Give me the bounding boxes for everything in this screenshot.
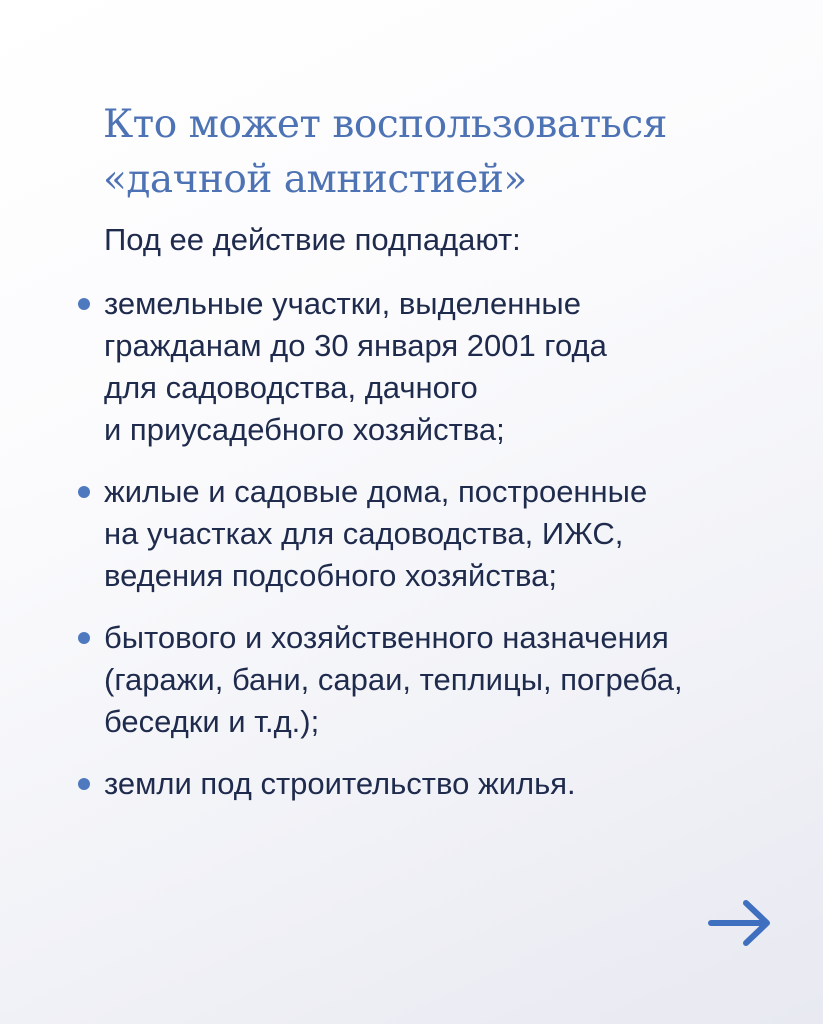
- bullet-icon: [78, 632, 90, 644]
- list-item-line: земельные участки, выделенные: [104, 286, 581, 321]
- list-item-line: для садоводства, дачного: [104, 370, 478, 405]
- title-line: «дачной амнистией»: [103, 157, 527, 202]
- list-item-line: жилые и садовые дома, построенные: [104, 474, 648, 509]
- list-item-line: земли под строительство жилья.: [104, 766, 576, 801]
- slide-title: [103, 97, 793, 207]
- list-item-line: ведения подсобного хозяйства;: [104, 558, 557, 593]
- list-item-line: и приусадебного хозяйства;: [104, 412, 505, 447]
- list-item: [0, 763, 823, 805]
- bullet-icon: [78, 486, 90, 498]
- list-item-line: беседки и т.д.);: [104, 704, 320, 739]
- list-item: [0, 283, 823, 451]
- bullet-icon: [78, 298, 90, 310]
- list-item-line: бытового и хозяйственного назначения: [104, 620, 669, 655]
- list-item: [0, 617, 823, 743]
- list-item-line: гражданам до 30 января 2001 года: [104, 328, 607, 363]
- bullet-icon: [78, 778, 90, 790]
- title-line: Кто может воспользоваться: [103, 102, 667, 147]
- arrow-right-icon: [708, 899, 772, 947]
- bullet-list: [0, 283, 823, 825]
- list-item-line: на участках для садоводства, ИЖС,: [104, 516, 624, 551]
- list-item: [0, 471, 823, 597]
- list-item-line: (гаражи, бани, сараи, теплицы, погреба,: [104, 662, 683, 697]
- next-slide-button[interactable]: [708, 899, 772, 947]
- intro-text: Под ее действие подпадают:: [104, 222, 521, 257]
